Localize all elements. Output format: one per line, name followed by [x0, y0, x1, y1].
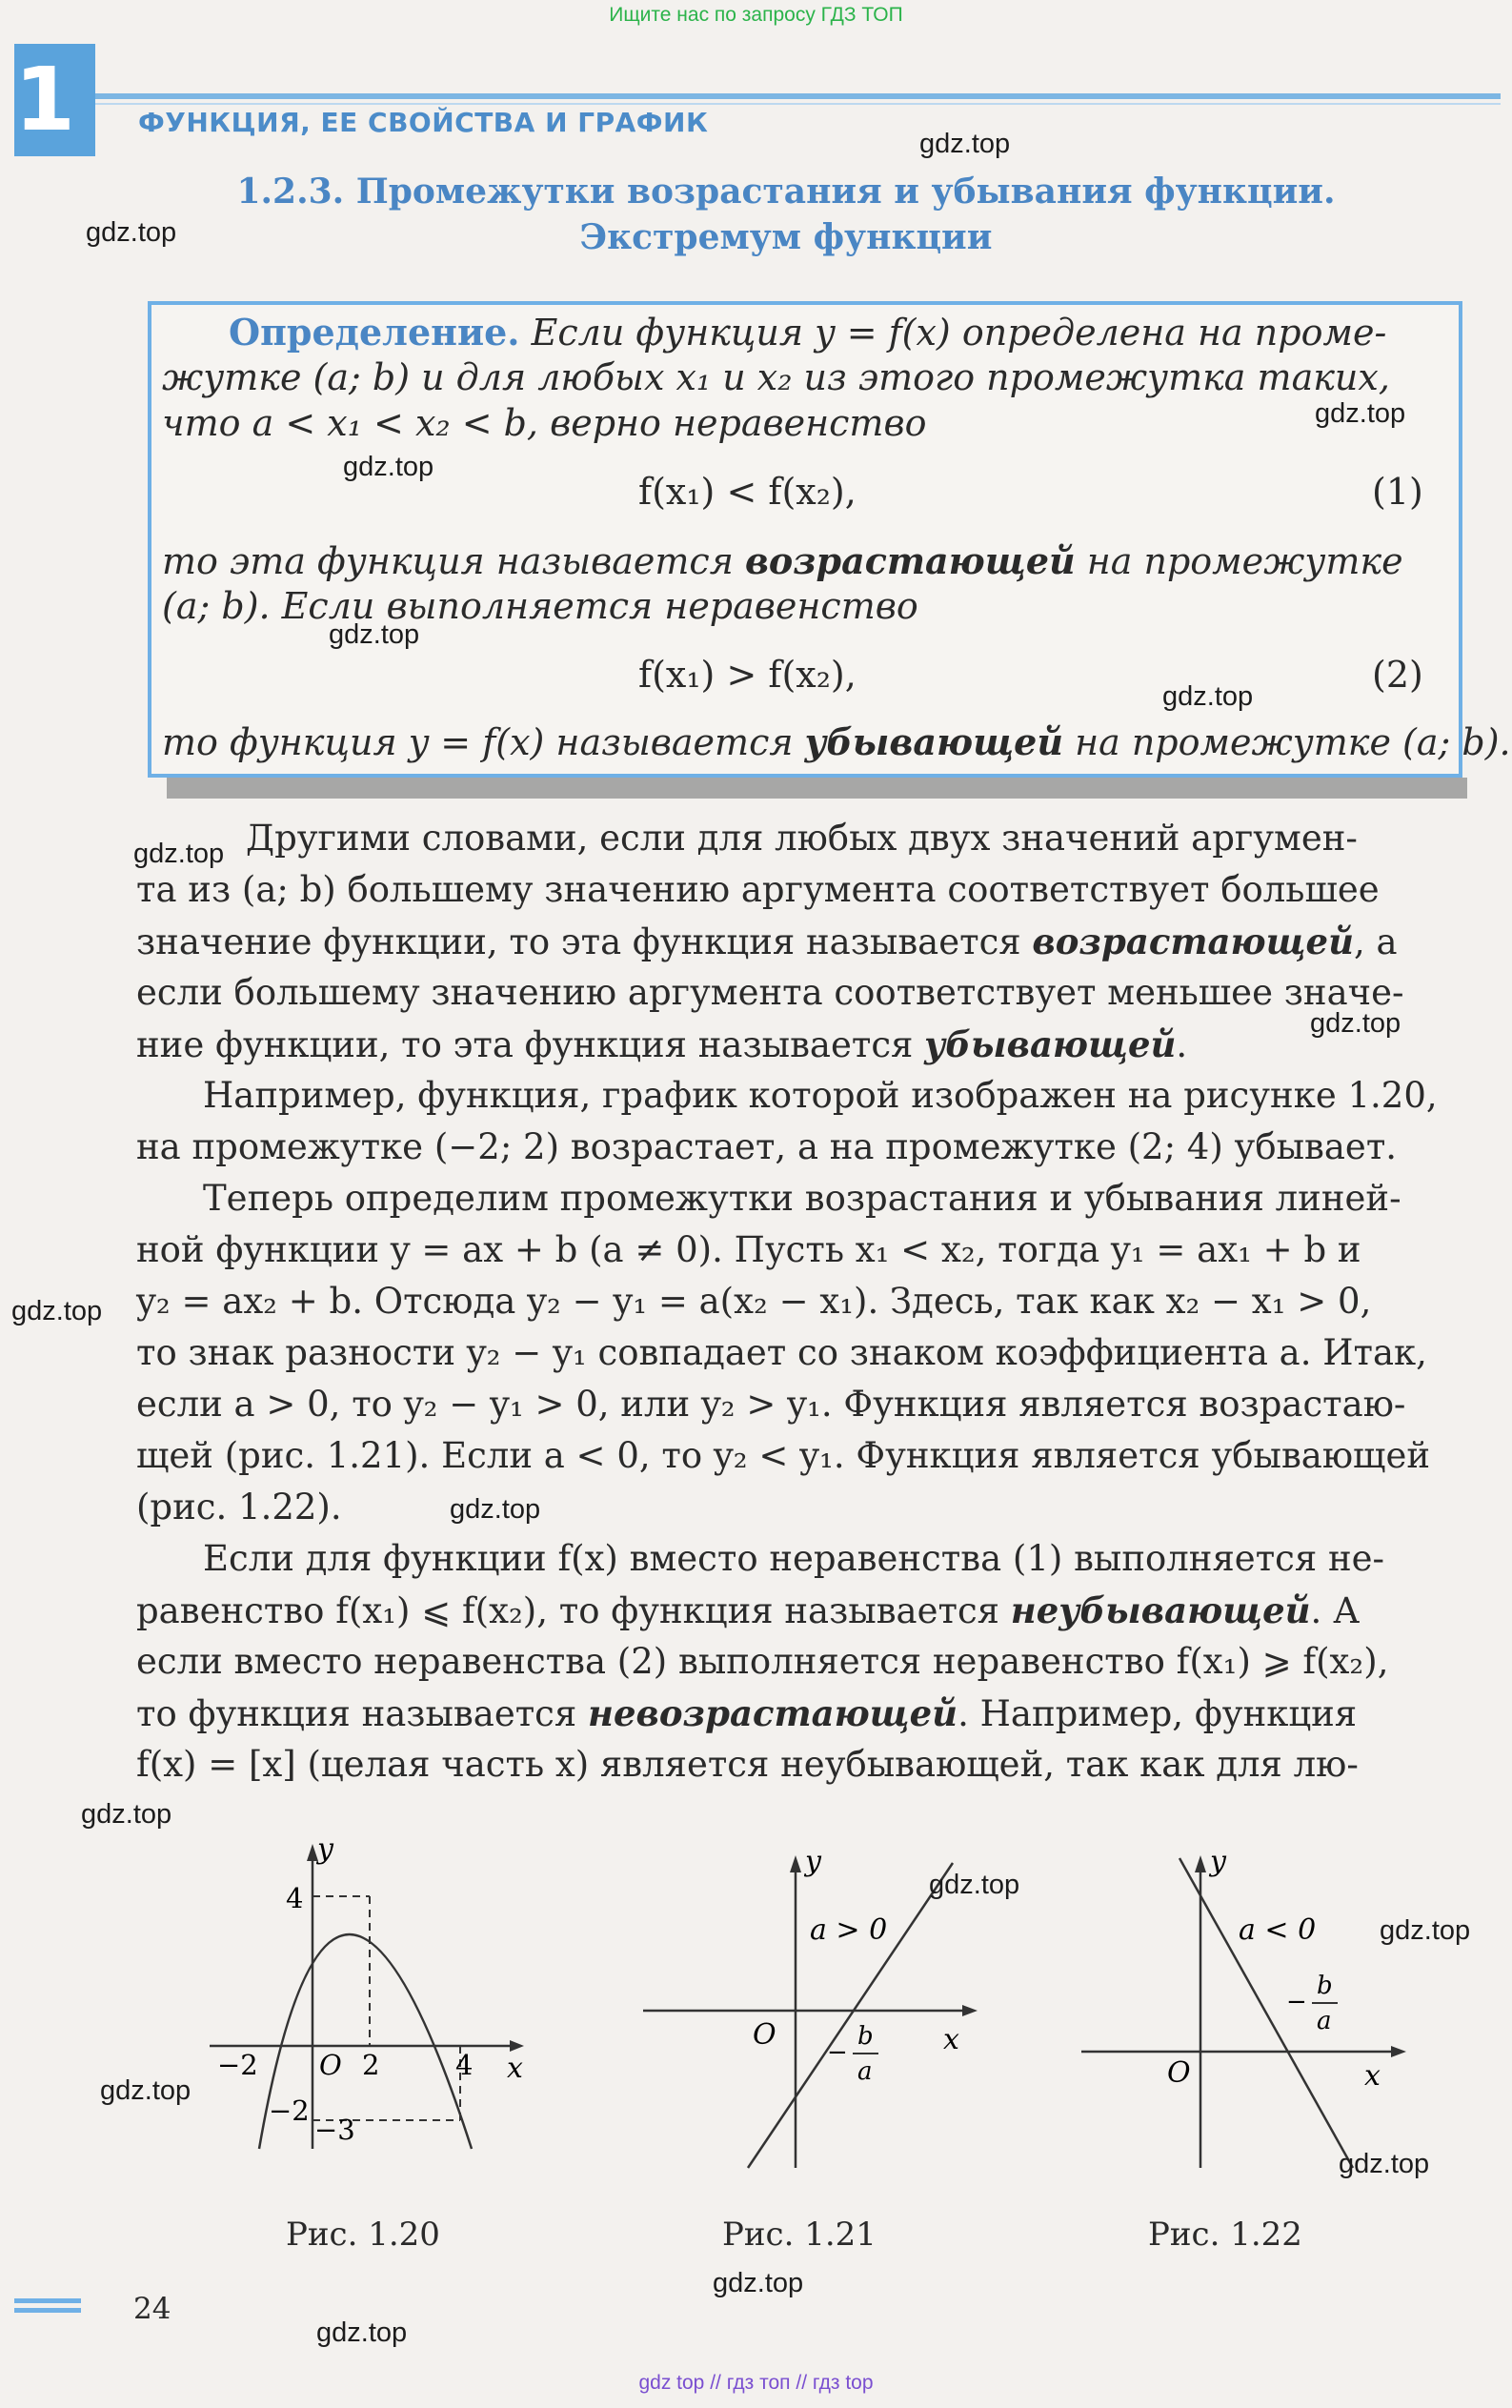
- f121-condition: a > 0: [810, 1913, 888, 1947]
- f120-tick-m3: −3: [314, 2114, 355, 2146]
- definition-line6: [162, 720, 1511, 763]
- f122-y-label: y: [1210, 1845, 1226, 1878]
- para4-text: равенство f(x₁) ⩽ f(x₂), то функция называется: [136, 1590, 1011, 1631]
- f121-frac-num: b: [857, 2022, 874, 2051]
- term-nonincreasing: невозрастающей: [588, 1692, 958, 1734]
- page-stripe-1: [14, 2298, 81, 2303]
- section-title-line1: 1.2.3. Промежутки возрастания и убывания функции.: [236, 172, 1336, 212]
- f120-origin: O: [319, 2049, 342, 2081]
- figure-1-22-caption: Рис. 1.22: [1148, 2216, 1302, 2254]
- term-increasing: возрастающей: [744, 539, 1076, 582]
- para4-line4: [136, 1692, 1357, 1734]
- term-increasing-2: возрастающей: [1032, 921, 1354, 962]
- para3-line1: Теперь определим промежутки возрастания и убывания линей-: [203, 1178, 1401, 1219]
- para3-line6: щей (рис. 1.21). Если a < 0, то y₂ < y₁. Функция является убывающей: [136, 1435, 1430, 1476]
- watermark: gdz.top: [81, 1799, 172, 1830]
- term-nondecreasing: неубывающей: [1010, 1589, 1311, 1631]
- term-decreasing: убывающей: [804, 720, 1063, 763]
- para1-text: значение функции, то эта функция называется: [136, 921, 1033, 962]
- f122-x-arrow: [1391, 2046, 1406, 2057]
- para3-line7: (рис. 1.22).: [136, 1487, 342, 1528]
- f121-y-label: y: [805, 1845, 821, 1878]
- para1-line2: та из (a; b) большему значению аргумента соответствует большее: [136, 869, 1380, 910]
- figure-1-20: [191, 1834, 534, 2177]
- f121-x-arrow: [962, 2005, 978, 2016]
- watermark: gdz.top: [929, 1870, 1020, 1900]
- f122-frac-minus: −: [1286, 1988, 1307, 2016]
- f120-x-arrow: [510, 2040, 524, 2052]
- para1-line4: если большему значению аргумента соответствует меньшее значе-: [136, 972, 1404, 1013]
- watermark: gdz.top: [1315, 398, 1406, 429]
- definition-text6a: то функция y = f(x) называется: [162, 721, 805, 763]
- definition-line4: [162, 539, 1403, 582]
- definition-label: Определение.: [229, 311, 520, 354]
- para3-line5: если a > 0, то y₂ − y₁ > 0, или y₂ > y₁. Функция является возрастаю-: [136, 1384, 1406, 1425]
- watermark: gdz.top: [11, 1296, 103, 1326]
- chapter-number: 1: [14, 49, 76, 151]
- definition-text1: Если функция y = f(x) определена на проме-: [531, 312, 1387, 354]
- para2-line2: на промежутке (−2; 2) возрастает, а на промежутке (2; 4) убывает.: [136, 1126, 1398, 1167]
- f120-y-label: y: [317, 1834, 333, 1866]
- f122-origin: O: [1167, 2056, 1191, 2090]
- watermark: gdz.top: [1310, 1008, 1401, 1039]
- f120-tick-m2: −2: [217, 2049, 258, 2081]
- para4-tail2: . Например, функция: [958, 1693, 1358, 1734]
- watermark: gdz.top: [343, 452, 434, 482]
- f122-condition: a < 0: [1239, 1913, 1317, 1947]
- para2-line1: Например, функция, график которой изображен на рисунке 1.20,: [203, 1075, 1438, 1116]
- header-rule-thin: [95, 103, 1501, 105]
- definition-text6c: на промежутке (a; b).: [1062, 721, 1511, 763]
- watermark: gdz.top: [133, 839, 225, 869]
- f120-tick-4: 4: [286, 1882, 304, 1914]
- watermark: gdz.top: [1380, 1915, 1471, 1946]
- para4-line5: f(x) = [x] (целая часть x) является неубывающей, так как для лю-: [136, 1744, 1359, 1785]
- para1-text2: ние функции, то эта функция называется: [136, 1024, 925, 1065]
- inequality-1-number: (1): [1372, 471, 1423, 513]
- inequality-2-number: (2): [1372, 654, 1423, 696]
- f121-line: [748, 1863, 953, 2168]
- para3-line2: ной функции y = ax + b (a ≠ 0). Пусть x₁ < x₂, тогда y₁ = ax₁ + b и: [136, 1229, 1361, 1270]
- watermark: gdz.top: [1339, 2149, 1430, 2179]
- para4-line1: Если для функции f(x) вместо неравенства (1) выполняется не-: [203, 1538, 1385, 1579]
- section-title-line2: Экстремум функции: [579, 217, 993, 257]
- f122-frac-num: b: [1317, 1972, 1333, 2000]
- definition-text4a: то эта функция называется: [162, 540, 745, 582]
- f120-tick-4x: 4: [455, 2049, 474, 2081]
- header-rule: [95, 93, 1501, 99]
- watermark: gdz.top: [1162, 681, 1254, 712]
- para1-line3: [136, 921, 1398, 962]
- f121-x-label: x: [943, 2023, 959, 2056]
- watermark: gdz.top: [450, 1494, 541, 1525]
- chapter-title: ФУНКЦИЯ, ЕЕ СВОЙСТВА И ГРАФИК: [138, 107, 709, 138]
- watermark: gdz.top: [713, 2268, 804, 2298]
- f121-frac-den: a: [857, 2057, 873, 2086]
- f121-origin: O: [753, 2018, 776, 2052]
- watermark: gdz.top: [919, 129, 1011, 159]
- definition-line5: (a; b). Если выполняется неравенство: [162, 585, 918, 627]
- page-number: 24: [133, 2292, 171, 2326]
- definition-line2: жутке (a; b) и для любых x₁ и x₂ из этого промежутка таких,: [162, 356, 1390, 398]
- definition-line1: [229, 311, 1386, 354]
- para1-line5: [136, 1023, 1187, 1065]
- f121-y-arrow: [790, 1855, 801, 1872]
- para1-line1: Другими словами, если для любых двух значений аргумен-: [246, 818, 1358, 859]
- inequality-1: f(x₁) < f(x₂),: [638, 471, 857, 513]
- watermark: gdz.top: [86, 217, 177, 248]
- watermark: gdz.top: [316, 2317, 408, 2348]
- figure-1-21-caption: Рис. 1.21: [722, 2216, 877, 2254]
- para1-period: .: [1176, 1024, 1188, 1065]
- figure-1-20-caption: Рис. 1.20: [286, 2216, 440, 2254]
- para1-comma: , а: [1353, 921, 1398, 962]
- watermark: gdz.top: [100, 2075, 192, 2106]
- page-stripe-2: [14, 2308, 81, 2313]
- f120-tick-2: 2: [362, 2049, 380, 2081]
- definition-line3: что a < x₁ < x₂ < b, верно неравенство: [162, 402, 927, 444]
- para4-line2: [136, 1589, 1360, 1631]
- bottom-promo-link[interactable]: gdz top // гдз топ // гдз top: [638, 2372, 874, 2394]
- term-decreasing-2: убывающей: [924, 1023, 1177, 1065]
- para4-text2: то функция называется: [136, 1693, 589, 1734]
- figure-1-22: [1067, 1844, 1429, 2177]
- para3-line4: то знак разности y₂ − y₁ совпадает со знаком коэффициента a. Итак,: [136, 1332, 1427, 1373]
- f122-y-arrow: [1195, 1855, 1206, 1872]
- para4-line3: если вместо неравенства (2) выполняется неравенство f(x₁) ⩾ f(x₂),: [136, 1641, 1389, 1682]
- f120-x-label: x: [507, 2052, 523, 2085]
- definition-shadow: [167, 778, 1467, 799]
- definition-text4c: на промежутке: [1075, 540, 1403, 582]
- para3-line3: y₂ = ax₂ + b. Отсюда y₂ − y₁ = a(x₂ − x₁). Здесь, так как x₂ − x₁ > 0,: [136, 1281, 1372, 1322]
- f121-frac-minus: −: [827, 2038, 848, 2067]
- inequality-2: f(x₁) > f(x₂),: [638, 654, 857, 696]
- watermark: gdz.top: [329, 619, 420, 650]
- f120-tick-m2y: −2: [269, 2094, 310, 2127]
- top-promo-link[interactable]: Ищите нас по запросу ГДЗ ТОП: [609, 4, 903, 26]
- f122-frac-den: a: [1317, 2007, 1332, 2035]
- para4-tail: . А: [1310, 1590, 1361, 1631]
- f122-x-label: x: [1364, 2059, 1381, 2093]
